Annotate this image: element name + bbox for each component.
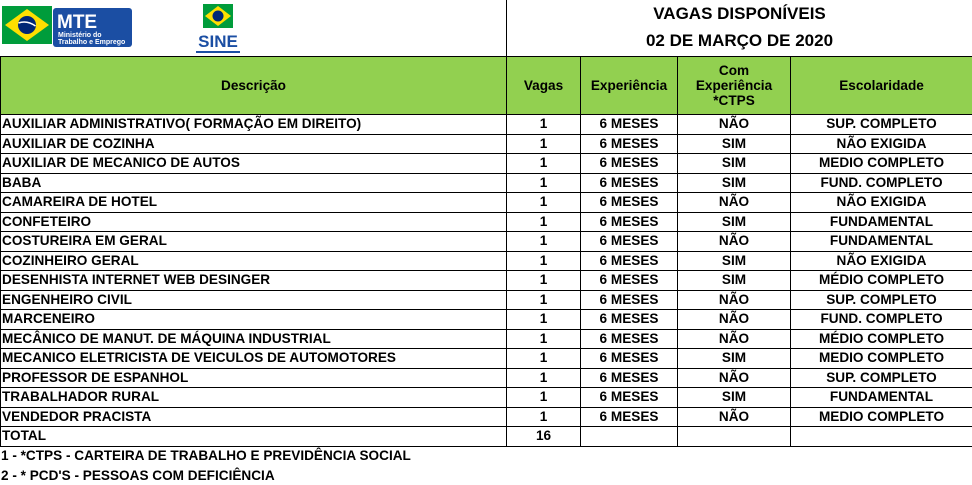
cell-descricao: COZINHEIRO GERAL	[1, 251, 507, 271]
cell-vagas: 1	[507, 290, 581, 310]
cell-vagas: 1	[507, 310, 581, 330]
cell-descricao: PROFESSOR DE ESPANHOL	[1, 368, 507, 388]
cell-descricao: BABA	[1, 173, 507, 193]
cell-ctps: SIM	[678, 388, 791, 408]
total-row	[1, 427, 972, 447]
cell-ctps: SIM	[678, 173, 791, 193]
cell-descricao: AUXILIAR DE COZINHA	[1, 134, 507, 154]
table-row	[1, 251, 972, 271]
cell-ctps: SIM	[678, 154, 791, 174]
footnote-ctps: 1 - *CTPS - CARTEIRA DE TRABALHO E PREVIDÊNCIA SOCIAL	[1, 448, 411, 463]
cell-experiencia: 6 MESES	[581, 290, 678, 310]
cell-experiencia: 6 MESES	[581, 271, 678, 291]
sine-logo-name: SINE	[198, 32, 238, 51]
cell-escolaridade: FUNDAMENTAL	[791, 212, 972, 232]
table-row	[1, 310, 972, 330]
cell-vagas: 1	[507, 232, 581, 252]
cell-descricao: CONFETEIRO	[1, 212, 507, 232]
cell-escolaridade: NÃO EXIGIDA	[791, 193, 972, 213]
mte-logo-name: MTE	[57, 12, 98, 33]
col-header-vagas: Vagas	[507, 57, 581, 115]
cell-vagas: 1	[507, 271, 581, 291]
cell-ctps: NÃO	[678, 368, 791, 388]
cell-descricao: AUXILIAR DE MECANICO DE AUTOS	[1, 154, 507, 174]
cell-ctps: SIM	[678, 271, 791, 291]
cell-ctps: NÃO	[678, 329, 791, 349]
cell-vagas: 1	[507, 115, 581, 135]
cell-experiencia: 6 MESES	[581, 115, 678, 135]
cell-escolaridade: NÃO EXIGIDA	[791, 251, 972, 271]
cell-experiencia: 6 MESES	[581, 310, 678, 330]
cell-experiencia: 6 MESES	[581, 407, 678, 427]
table-row	[1, 290, 972, 310]
cell-descricao: MARCENEIRO	[1, 310, 507, 330]
cell-descricao: DESENHISTA INTERNET WEB DESINGER	[1, 271, 507, 291]
cell-vagas: 1	[507, 134, 581, 154]
cell-vagas: 1	[507, 193, 581, 213]
cell-vagas: 1	[507, 251, 581, 271]
cell-vagas: 1	[507, 212, 581, 232]
cell-ctps: NÃO	[678, 115, 791, 135]
total-empty-cell	[581, 427, 678, 447]
cell-ctps: NÃO	[678, 407, 791, 427]
cell-vagas: 1	[507, 349, 581, 369]
table-row	[1, 368, 972, 388]
table-row	[1, 271, 972, 291]
cell-experiencia: 6 MESES	[581, 368, 678, 388]
table-row	[1, 388, 972, 408]
sine-logo	[192, 2, 244, 56]
cell-experiencia: 6 MESES	[581, 193, 678, 213]
cell-escolaridade: MEDIO COMPLETO	[791, 349, 972, 369]
sine-flag-icon	[203, 4, 233, 28]
cell-experiencia: 6 MESES	[581, 388, 678, 408]
cell-descricao: VENDEDOR PRACISTA	[1, 407, 507, 427]
page-title: VAGAS DISPONÍVEIS	[653, 4, 826, 23]
total-empty-cell	[678, 427, 791, 447]
cell-ctps: SIM	[678, 349, 791, 369]
table-header-row	[1, 57, 972, 115]
cell-vagas: 1	[507, 388, 581, 408]
cell-vagas: 1	[507, 407, 581, 427]
mte-logo	[1, 2, 133, 48]
col-header-experiencia: Experiência	[581, 57, 678, 115]
table-row	[1, 193, 972, 213]
cell-ctps: NÃO	[678, 232, 791, 252]
cell-escolaridade: FUND. COMPLETO	[791, 310, 972, 330]
cell-ctps: SIM	[678, 134, 791, 154]
cell-experiencia: 6 MESES	[581, 251, 678, 271]
cell-vagas: 1	[507, 173, 581, 193]
mte-logo-line1: Ministério do	[58, 32, 102, 39]
table-row	[1, 154, 972, 174]
cell-escolaridade: SUP. COMPLETO	[791, 290, 972, 310]
cell-descricao: ENGENHEIRO CIVIL	[1, 290, 507, 310]
col-header-ctps: Com Experiência *CTPS	[678, 57, 791, 115]
cell-escolaridade: FUND. COMPLETO	[791, 173, 972, 193]
cell-experiencia: 6 MESES	[581, 232, 678, 252]
cell-ctps: NÃO	[678, 290, 791, 310]
cell-vagas: 1	[507, 154, 581, 174]
cell-descricao: TRABALHADOR RURAL	[1, 388, 507, 408]
cell-descricao: CAMAREIRA DE HOTEL	[1, 193, 507, 213]
cell-escolaridade: SUP. COMPLETO	[791, 368, 972, 388]
cell-descricao: MECANICO ELETRICISTA DE VEICULOS DE AUTOMOTORES	[1, 349, 507, 369]
cell-vagas: 1	[507, 329, 581, 349]
total-empty-cell	[791, 427, 972, 447]
footnote-pcd: 2 - * PCD'S - PESSOAS COM DEFICIÊNCIA	[1, 468, 275, 483]
cell-experiencia: 6 MESES	[581, 134, 678, 154]
cell-escolaridade: MÉDIO COMPLETO	[791, 271, 972, 291]
cell-vagas: 1	[507, 368, 581, 388]
table-row	[1, 115, 972, 135]
table-row	[1, 134, 972, 154]
jobs-table	[0, 56, 972, 447]
mte-logo-line2: Trabalho e Emprego	[58, 39, 126, 46]
col-header-descricao: Descrição	[1, 57, 507, 115]
cell-escolaridade: NÃO EXIGIDA	[791, 134, 972, 154]
cell-ctps: NÃO	[678, 310, 791, 330]
cell-ctps: SIM	[678, 251, 791, 271]
cell-descricao: MECÂNICO DE MANUT. DE MÁQUINA INDUSTRIAL	[1, 329, 507, 349]
cell-escolaridade: MÉDIO COMPLETO	[791, 329, 972, 349]
brazil-flag-icon	[2, 6, 52, 44]
cell-escolaridade: SUP. COMPLETO	[791, 115, 972, 135]
cell-experiencia: 6 MESES	[581, 173, 678, 193]
col-header-escolaridade: Escolaridade	[791, 57, 972, 115]
total-value: 16	[507, 427, 581, 447]
total-label: TOTAL	[1, 427, 507, 447]
table-row	[1, 232, 972, 252]
cell-ctps: NÃO	[678, 193, 791, 213]
cell-experiencia: 6 MESES	[581, 154, 678, 174]
cell-escolaridade: MEDIO COMPLETO	[791, 407, 972, 427]
cell-escolaridade: MEDIO COMPLETO	[791, 154, 972, 174]
cell-experiencia: 6 MESES	[581, 212, 678, 232]
cell-ctps: SIM	[678, 212, 791, 232]
header-title-box	[506, 0, 972, 56]
cell-experiencia: 6 MESES	[581, 349, 678, 369]
table-row	[1, 212, 972, 232]
cell-descricao: COSTUREIRA EM GERAL	[1, 232, 507, 252]
page-date: 02 DE MARÇO DE 2020	[645, 31, 834, 50]
cell-escolaridade: FUNDAMENTAL	[791, 232, 972, 252]
table-row	[1, 173, 972, 193]
cell-descricao: AUXILIAR ADMINISTRATIVO( FORMAÇÃO EM DIREITO)	[1, 115, 507, 135]
table-row	[1, 407, 972, 427]
table-row	[1, 349, 972, 369]
cell-escolaridade: FUNDAMENTAL	[791, 388, 972, 408]
cell-experiencia: 6 MESES	[581, 329, 678, 349]
table-row	[1, 329, 972, 349]
